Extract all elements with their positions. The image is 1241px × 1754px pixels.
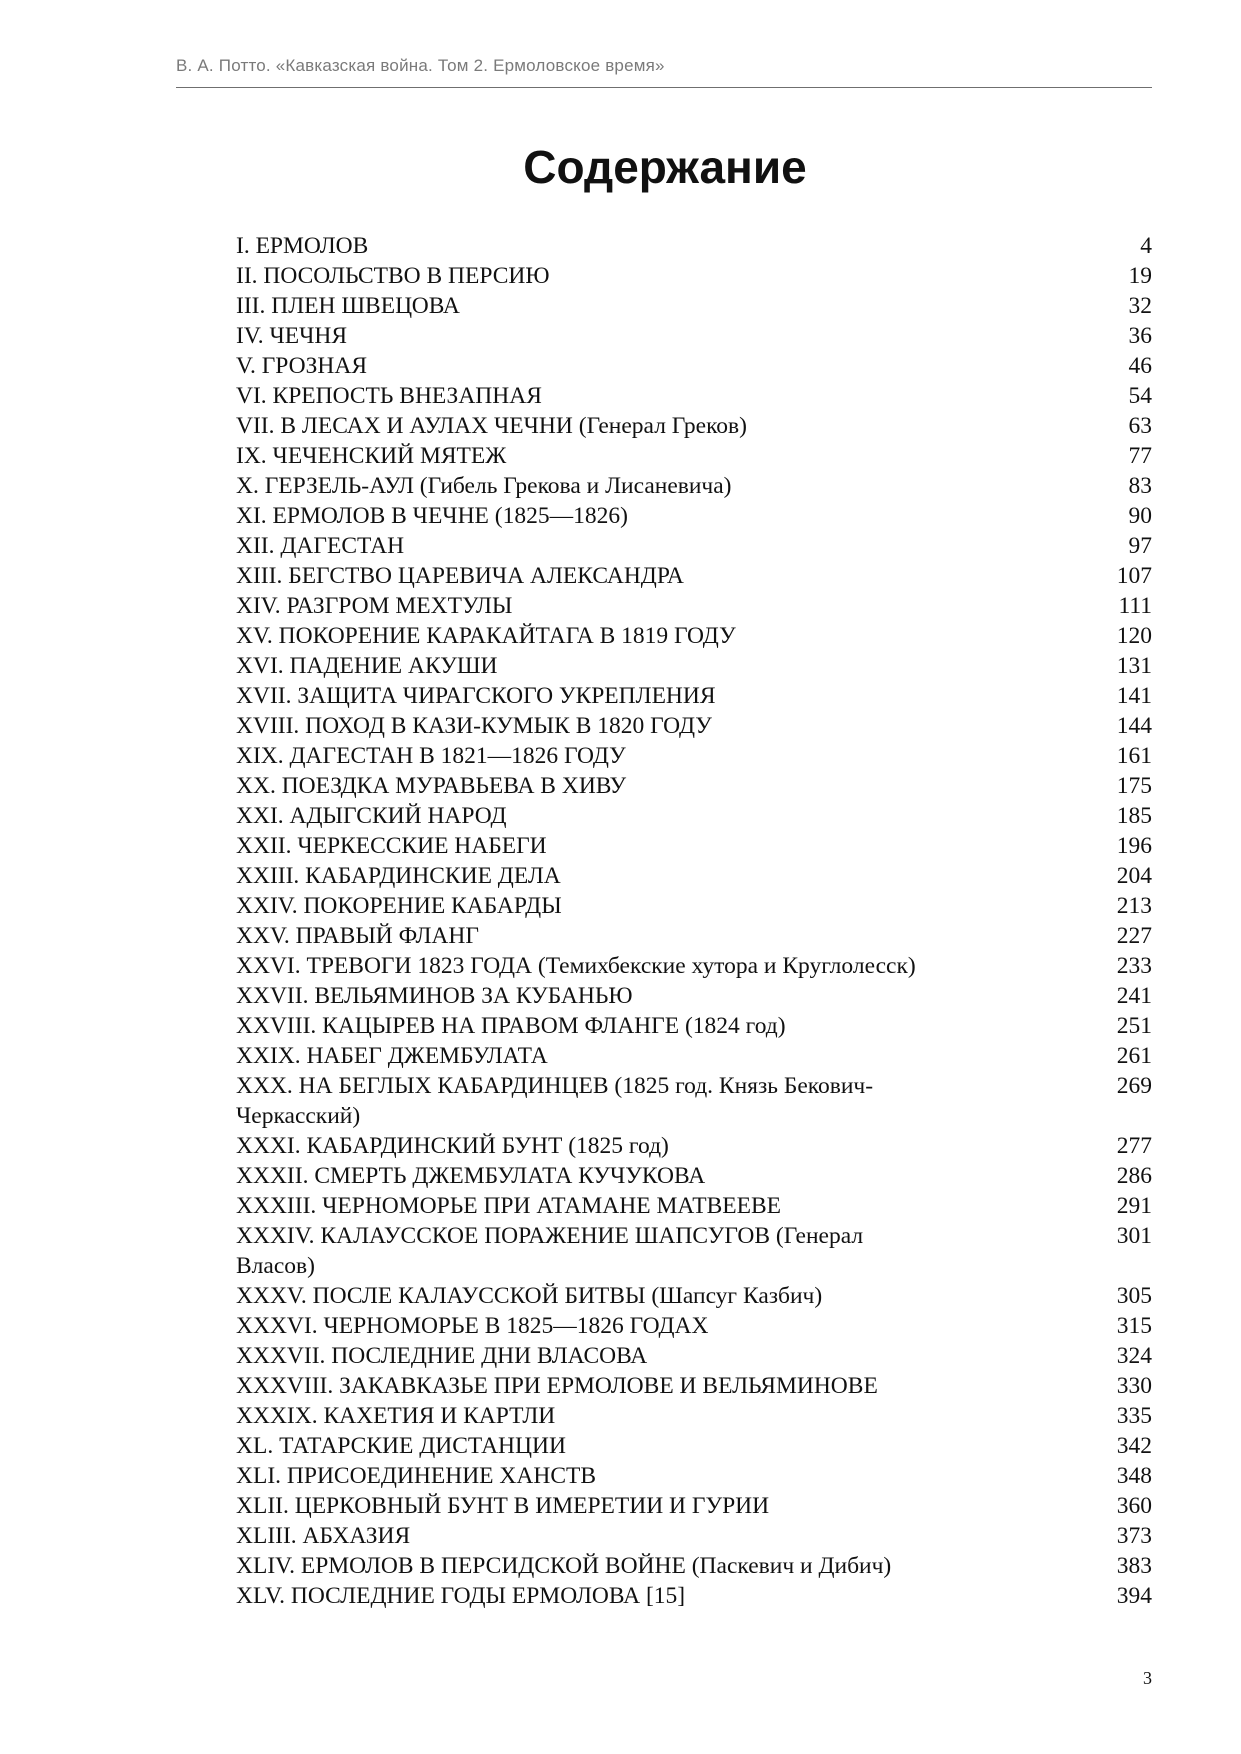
toc-entry-page[interactable]: 335: [1116, 1403, 1152, 1429]
toc-entry-title[interactable]: XXXVII. ПОСЛЕДНИЕ ДНИ ВЛАСОВА: [236, 1343, 648, 1369]
toc-entry-page[interactable]: 251: [1116, 1013, 1152, 1039]
toc-entry-title[interactable]: XXVII. ВЕЛЬЯМИНОВ ЗА КУБАНЬЮ: [236, 983, 633, 1009]
toc-entry[interactable]: [236, 1011, 1152, 1041]
toc-entry-page[interactable]: 4: [1140, 233, 1152, 259]
toc-entry[interactable]: [236, 681, 1152, 711]
toc-entry[interactable]: [236, 711, 1152, 741]
toc-entry-page[interactable]: 185: [1116, 803, 1152, 829]
toc-entry[interactable]: [236, 1581, 1152, 1611]
toc-entry[interactable]: [236, 261, 1152, 291]
running-header: В. А. Потто. «Кавказская война. Том 2. Ермоловское время»: [176, 56, 665, 75]
toc-entry[interactable]: [236, 1071, 1152, 1131]
toc-entry-page[interactable]: 213: [1116, 893, 1152, 919]
toc-entry-title[interactable]: IV. ЧЕЧНЯ: [236, 323, 348, 349]
toc-entry-title[interactable]: XXIII. КАБАРДИНСКИЕ ДЕЛА: [236, 863, 561, 889]
toc-entry-title[interactable]: XVI. ПАДЕНИЕ АКУШИ: [236, 653, 498, 679]
toc-entry-title[interactable]: II. ПОСОЛЬСТВО В ПЕРСИЮ: [236, 263, 550, 289]
toc-entry-title[interactable]: XXVI. ТРЕВОГИ 1823 ГОДА (Темихбекские хутора и Круглолесск): [236, 953, 916, 979]
toc-entry-page[interactable]: 305: [1116, 1283, 1152, 1309]
toc-entry-title[interactable]: VI. КРЕПОСТЬ ВНЕЗАПНАЯ: [236, 383, 542, 409]
toc-entry-title[interactable]: XXX. НА БЕГЛЫХ КАБАРДИНЦЕВ (1825 год. Князь Бекович-Черкасский): [236, 1073, 874, 1129]
toc-entry[interactable]: [236, 591, 1152, 621]
toc-entry-page[interactable]: 241: [1116, 983, 1152, 1009]
toc-entry-title[interactable]: I. ЕРМОЛОВ: [236, 233, 369, 259]
toc-entry-title[interactable]: XI. ЕРМОЛОВ В ЧЕЧНЕ (1825—1826): [236, 503, 628, 529]
toc-entry-title[interactable]: XXVIII. КАЦЫРЕВ НА ПРАВОМ ФЛАНГЕ (1824 год): [236, 1013, 786, 1039]
toc-entry-page[interactable]: 120: [1116, 623, 1152, 649]
toc-entry[interactable]: [236, 1131, 1152, 1161]
toc-entry-title[interactable]: XXXIV. КАЛАУССКОЕ ПОРАЖЕНИЕ ШАПСУГОВ (Генерал Власов): [236, 1223, 864, 1279]
toc-entry[interactable]: [236, 1191, 1152, 1221]
toc-entry-page[interactable]: 233: [1116, 953, 1152, 979]
toc-entry[interactable]: [236, 501, 1152, 531]
toc-entry-page[interactable]: 161: [1116, 743, 1152, 769]
toc-entry[interactable]: [236, 1461, 1152, 1491]
toc-entry-page[interactable]: 373: [1116, 1523, 1152, 1549]
toc-entry[interactable]: [236, 981, 1152, 1011]
toc-entry-page[interactable]: 36: [1128, 323, 1152, 349]
toc-entry[interactable]: [236, 1281, 1152, 1311]
toc-entry-title[interactable]: XV. ПОКОРЕНИЕ КАРАКАЙТАГА В 1819 ГОДУ: [236, 623, 736, 649]
toc-entry-title[interactable]: XXXI. КАБАРДИНСКИЙ БУНТ (1825 год): [236, 1133, 669, 1159]
toc-entry-page[interactable]: 227: [1116, 923, 1152, 949]
toc-entry-title[interactable]: XLI. ПРИСОЕДИНЕНИЕ ХАНСТВ: [236, 1463, 597, 1489]
toc-entry[interactable]: [236, 891, 1152, 921]
toc-entry-title[interactable]: XXI. АДЫГСКИЙ НАРОД: [236, 803, 507, 829]
toc-entry-title[interactable]: XXV. ПРАВЫЙ ФЛАНГ: [236, 923, 479, 949]
toc-entry[interactable]: [236, 321, 1152, 351]
toc-entry[interactable]: [236, 351, 1152, 381]
toc-entry[interactable]: [236, 471, 1152, 501]
toc-entry[interactable]: [236, 1161, 1152, 1191]
toc-entry[interactable]: [236, 1491, 1152, 1521]
toc-entry[interactable]: [236, 801, 1152, 831]
toc-entry-page[interactable]: 77: [1128, 443, 1152, 469]
toc-entry[interactable]: [236, 831, 1152, 861]
toc-entry-title[interactable]: XLIII. АБХАЗИЯ: [236, 1523, 411, 1549]
toc-entry-page[interactable]: 342: [1116, 1433, 1152, 1459]
toc-entry-page[interactable]: 90: [1128, 503, 1152, 529]
toc-entry-page[interactable]: 175: [1116, 773, 1152, 799]
toc-entry-page[interactable]: 131: [1116, 653, 1152, 679]
toc-entry-page[interactable]: 360: [1116, 1493, 1152, 1519]
table-of-contents: [236, 231, 1152, 1611]
toc-entry-title[interactable]: XIII. БЕГСТВО ЦАРЕВИЧА АЛЕКСАНДРА: [236, 563, 684, 589]
toc-entry-page[interactable]: 383: [1116, 1553, 1152, 1579]
toc-entry[interactable]: [236, 771, 1152, 801]
toc-entry[interactable]: [236, 1041, 1152, 1071]
page-number: 3: [1143, 1668, 1152, 1688]
toc-entry-page[interactable]: 204: [1116, 863, 1152, 889]
toc-entry-page[interactable]: 144: [1116, 713, 1152, 739]
toc-entry[interactable]: [236, 1221, 1152, 1281]
toc-entry-page[interactable]: 286: [1116, 1163, 1152, 1189]
toc-entry-title[interactable]: XIV. РАЗГРОМ МЕХТУЛЫ: [236, 593, 513, 619]
toc-entry[interactable]: [236, 651, 1152, 681]
toc-entry-title[interactable]: XXXVI. ЧЕРНОМОРЬЕ В 1825—1826 ГОДАХ: [236, 1313, 709, 1339]
toc-entry-title[interactable]: XLV. ПОСЛЕДНИЕ ГОДЫ ЕРМОЛОВА [15]: [236, 1583, 686, 1609]
toc-entry[interactable]: [236, 921, 1152, 951]
toc-entry-title[interactable]: XXXII. СМЕРТЬ ДЖЕМБУЛАТА КУЧУКОВА: [236, 1163, 706, 1189]
header-divider: [176, 87, 1152, 88]
toc-entry-page[interactable]: 261: [1116, 1043, 1152, 1069]
toc-entry[interactable]: [236, 231, 1152, 261]
toc-entry[interactable]: [236, 1341, 1152, 1371]
toc-entry-title[interactable]: XIX. ДАГЕСТАН В 1821—1826 ГОДУ: [236, 743, 626, 769]
toc-entry-title[interactable]: XVII. ЗАЩИТА ЧИРАГСКОГО УКРЕПЛЕНИЯ: [236, 683, 716, 709]
toc-entry-page[interactable]: 46: [1128, 353, 1152, 379]
toc-entry-title[interactable]: XXII. ЧЕРКЕССКИЕ НАБЕГИ: [236, 833, 547, 859]
toc-entry-page[interactable]: 141: [1116, 683, 1152, 709]
toc-entry-page[interactable]: 277: [1116, 1133, 1152, 1159]
toc-entry[interactable]: [236, 1521, 1152, 1551]
toc-entry-page[interactable]: 394: [1116, 1583, 1152, 1609]
toc-entry[interactable]: [236, 621, 1152, 651]
toc-entry-page[interactable]: 324: [1116, 1343, 1152, 1369]
toc-entry-title[interactable]: XVIII. ПОХОД В КАЗИ-КУМЫК В 1820 ГОДУ: [236, 713, 712, 739]
toc-entry-page[interactable]: 83: [1128, 473, 1152, 499]
toc-entry-page[interactable]: 32: [1128, 293, 1152, 319]
toc-entry-title[interactable]: XXXVIII. ЗАКАВКАЗЬЕ ПРИ ЕРМОЛОВЕ И ВЕЛЬЯМИНОВЕ: [236, 1373, 878, 1399]
toc-entry[interactable]: [236, 1371, 1152, 1401]
toc-entry[interactable]: [236, 861, 1152, 891]
toc-entry-title[interactable]: VII. В ЛЕСАХ И АУЛАХ ЧЕЧНИ (Генерал Греков): [236, 413, 747, 439]
toc-entry-page[interactable]: 330: [1116, 1373, 1152, 1399]
toc-entry-page[interactable]: 19: [1128, 263, 1152, 289]
toc-entry-page[interactable]: 54: [1128, 383, 1152, 409]
toc-entry[interactable]: [236, 1401, 1152, 1431]
toc-entry[interactable]: [236, 561, 1152, 591]
toc-entry[interactable]: [236, 441, 1152, 471]
toc-entry-page[interactable]: 107: [1116, 563, 1152, 589]
toc-entry[interactable]: [236, 411, 1152, 441]
toc-entry-page[interactable]: 348: [1116, 1463, 1152, 1489]
toc-entry-page[interactable]: 111: [1118, 593, 1152, 619]
toc-entry-title[interactable]: IX. ЧЕЧЕНСКИЙ МЯТЕЖ: [236, 443, 507, 469]
toc-entry[interactable]: [236, 1431, 1152, 1461]
toc-entry-title[interactable]: V. ГРОЗНАЯ: [236, 353, 367, 379]
toc-entry-title[interactable]: X. ГЕРЗЕЛЬ-АУЛ (Гибель Грекова и Лисаневича): [236, 473, 732, 499]
toc-entry[interactable]: [236, 741, 1152, 771]
toc-entry-title[interactable]: XL. ТАТАРСКИЕ ДИСТАНЦИИ: [236, 1433, 566, 1459]
toc-entry-title[interactable]: XXXV. ПОСЛЕ КАЛАУССКОЙ БИТВЫ (Шапсуг Казбич): [236, 1283, 823, 1309]
toc-entry-title[interactable]: XX. ПОЕЗДКА МУРАВЬЕВА В ХИВУ: [236, 773, 627, 799]
toc-entry-page[interactable]: 291: [1116, 1193, 1152, 1219]
toc-entry-title[interactable]: XLII. ЦЕРКОВНЫЙ БУНТ В ИМЕРЕТИИ И ГУРИИ: [236, 1493, 770, 1519]
toc-entry-title[interactable]: XXXIII. ЧЕРНОМОРЬЕ ПРИ АТАМАНЕ МАТВЕЕВЕ: [236, 1193, 782, 1219]
toc-entry[interactable]: [236, 291, 1152, 321]
page-title: Содержание: [523, 141, 807, 193]
toc-entry[interactable]: [236, 951, 1152, 981]
toc-entry-title[interactable]: XXXIX. КАХЕТИЯ И КАРТЛИ: [236, 1403, 556, 1429]
toc-entry-title[interactable]: III. ПЛЕН ШВЕЦОВА: [236, 293, 460, 319]
toc-entry-page[interactable]: 63: [1128, 413, 1152, 439]
toc-entry-page[interactable]: 269: [1116, 1073, 1152, 1099]
toc-entry-page[interactable]: 97: [1128, 533, 1152, 559]
toc-entry-title[interactable]: XXIX. НАБЕГ ДЖЕМБУЛАТА: [236, 1043, 548, 1069]
toc-entry-title[interactable]: XII. ДАГЕСТАН: [236, 533, 405, 559]
toc-entry-title[interactable]: XXIV. ПОКОРЕНИЕ КАБАРДЫ: [236, 893, 562, 919]
toc-entry[interactable]: [236, 1311, 1152, 1341]
toc-entry-page[interactable]: 301: [1116, 1223, 1152, 1249]
toc-entry-page[interactable]: 315: [1116, 1313, 1152, 1339]
toc-entry-title[interactable]: XLIV. ЕРМОЛОВ В ПЕРСИДСКОЙ ВОЙНЕ (Паскевич и Дибич): [236, 1553, 892, 1579]
toc-entry-page[interactable]: 196: [1116, 833, 1152, 859]
toc-entry[interactable]: [236, 1551, 1152, 1581]
toc-entry[interactable]: [236, 381, 1152, 411]
toc-entry[interactable]: [236, 531, 1152, 561]
